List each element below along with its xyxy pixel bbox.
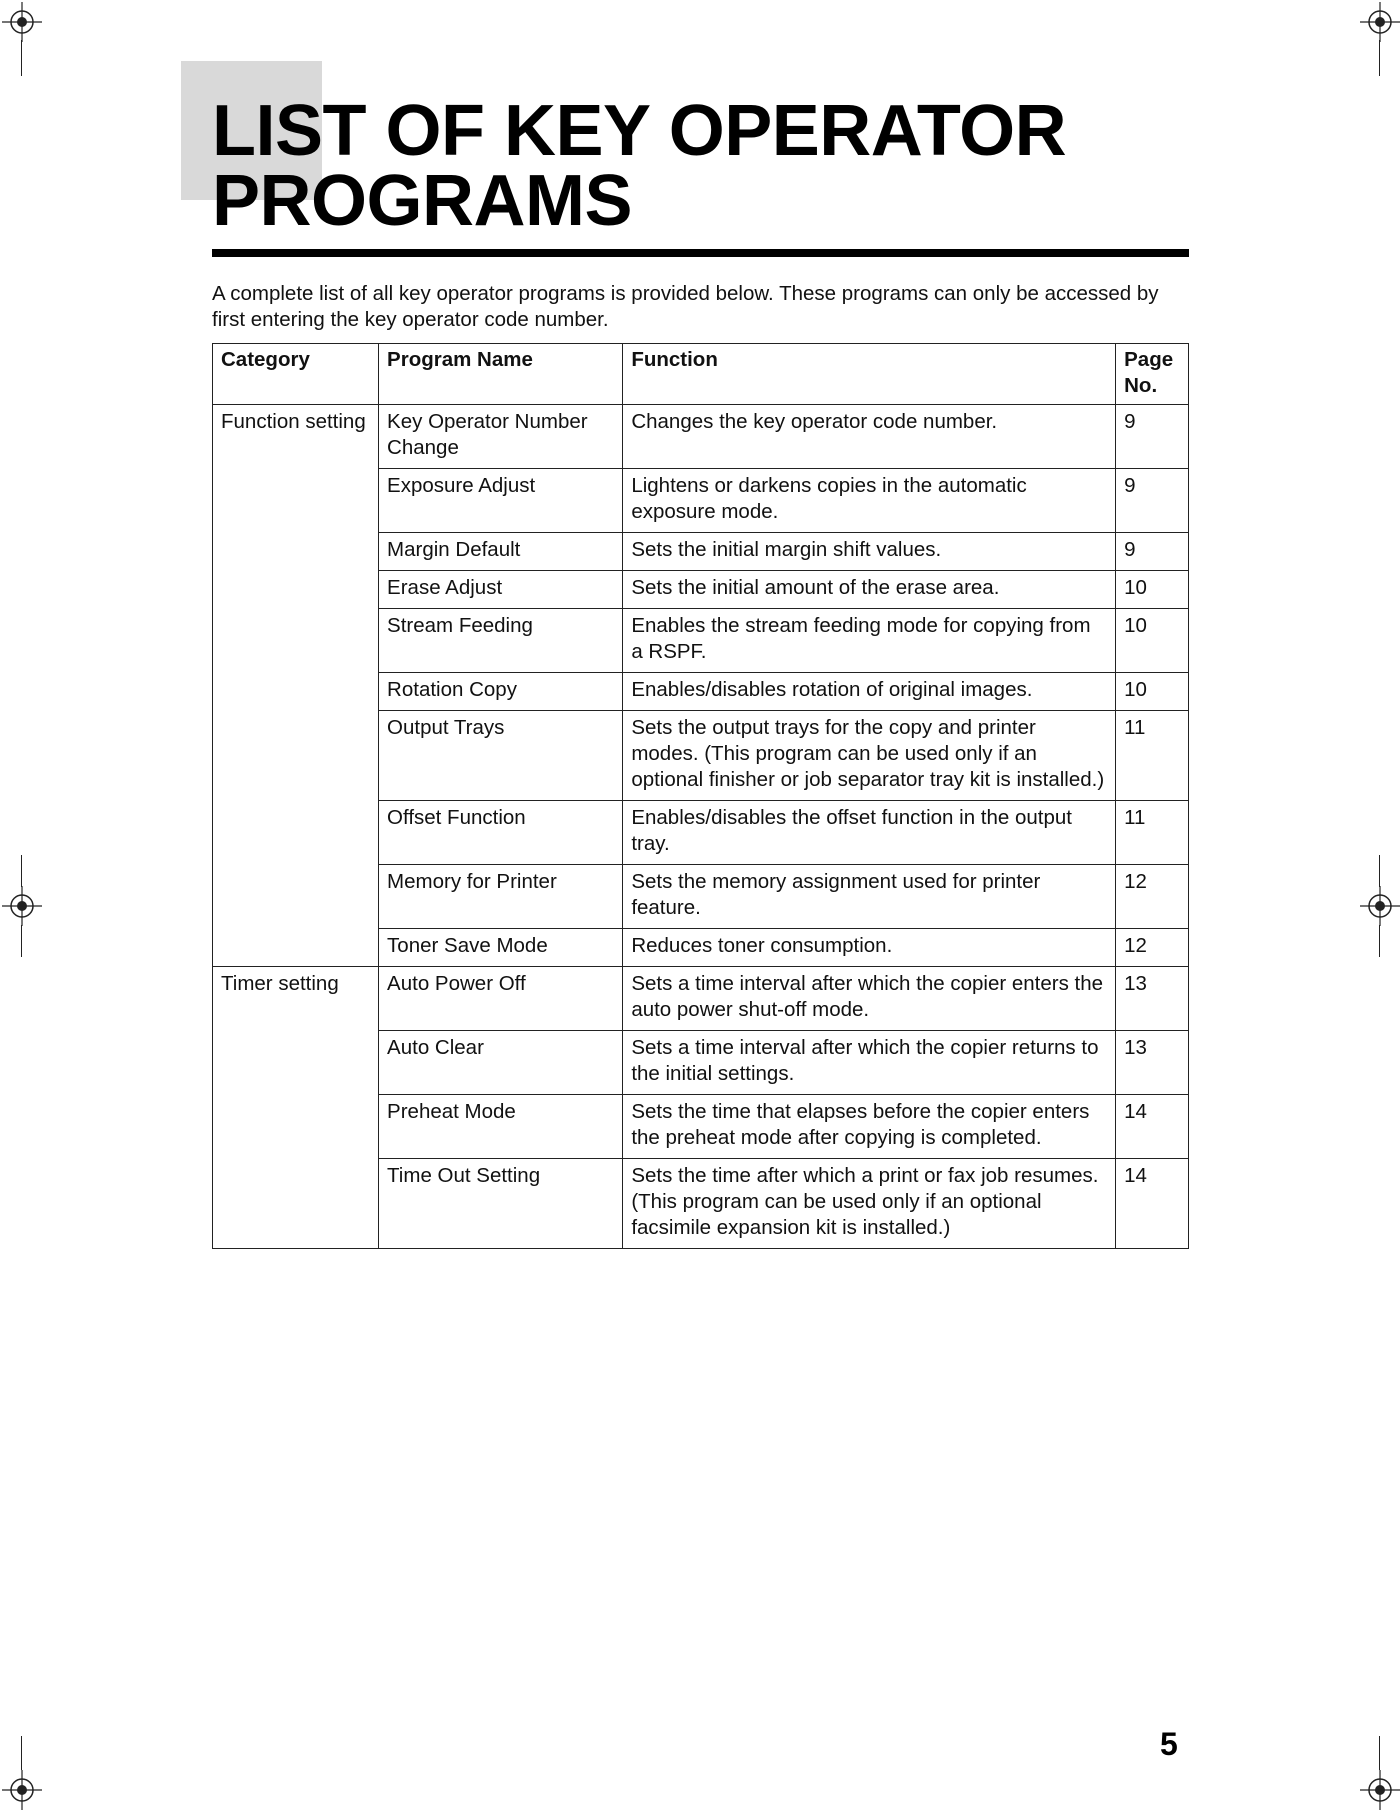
crop-line-top-right: [1379, 40, 1380, 76]
title-rule: [212, 249, 1189, 257]
function-cell: Sets the time that elapses before the copier enters the preheat mode after copying is completed.: [623, 1095, 1116, 1159]
registration-mark-mid-right: [1360, 886, 1400, 926]
program-name-cell: Auto Clear: [379, 1031, 623, 1095]
page-title-line-1: LIST OF KEY OPERATOR: [212, 91, 1067, 171]
program-name-cell: Memory for Printer: [379, 865, 623, 929]
function-cell: Sets the output trays for the copy and printer modes. (This program can be used only if an optional finisher or job separator tray kit is installed.): [623, 711, 1116, 801]
table-row: [213, 967, 1189, 1031]
program-name-cell: Output Trays: [379, 711, 623, 801]
function-cell: Enables/disables the offset function in the output tray.: [623, 801, 1116, 865]
registration-mark-top-left: [2, 2, 42, 42]
registration-mark-mid-left: [2, 886, 42, 926]
header-function: Function: [623, 344, 1116, 405]
table-header-row: [213, 344, 1189, 405]
registration-mark-top-right: [1360, 2, 1400, 42]
header-category: Category: [213, 344, 379, 405]
function-cell: Sets a time interval after which the copier enters the auto power shut-off mode.: [623, 967, 1116, 1031]
function-cell: Sets the memory assignment used for printer feature.: [623, 865, 1116, 929]
program-name-cell: Exposure Adjust: [379, 469, 623, 533]
page-no-cell: 14: [1116, 1159, 1189, 1249]
function-cell: Changes the key operator code number.: [623, 405, 1116, 469]
header-page-line-1: Page: [1124, 348, 1174, 371]
function-cell: Sets the initial amount of the erase area.: [623, 571, 1116, 609]
category-cell: Function setting: [213, 405, 379, 967]
page-no-cell: 10: [1116, 609, 1189, 673]
function-cell: Sets the initial margin shift values.: [623, 533, 1116, 571]
crop-line-bottom-right: [1379, 1736, 1380, 1770]
program-name-cell: Preheat Mode: [379, 1095, 623, 1159]
page-title-line-2: PROGRAMS: [212, 161, 633, 241]
page-no-cell: 12: [1116, 929, 1189, 967]
crop-line-bottom-left: [21, 1736, 22, 1770]
function-cell: Reduces toner consumption.: [623, 929, 1116, 967]
page-no-cell: 13: [1116, 1031, 1189, 1095]
function-cell: Enables/disables rotation of original images.: [623, 673, 1116, 711]
header-program-name: Program Name: [379, 344, 623, 405]
page-no-cell: 10: [1116, 673, 1189, 711]
program-name-cell: Offset Function: [379, 801, 623, 865]
table-row: [213, 405, 1189, 469]
program-name-cell: Auto Power Off: [379, 967, 623, 1031]
crop-line-mid-right-lower: [1379, 925, 1380, 957]
category-cell: Timer setting: [213, 967, 379, 1249]
page-no-cell: 13: [1116, 967, 1189, 1031]
function-cell: Sets a time interval after which the copier returns to the initial settings.: [623, 1031, 1116, 1095]
key-operator-programs-table: [212, 343, 1189, 1249]
header-page-line-2: No.: [1124, 374, 1158, 397]
page-no-cell: 10: [1116, 571, 1189, 609]
page-no-cell: 14: [1116, 1095, 1189, 1159]
program-name-cell: Time Out Setting: [379, 1159, 623, 1249]
crop-line-mid-left-lower: [21, 925, 22, 957]
program-name-cell: Key Operator Number Change: [379, 405, 623, 469]
registration-mark-bottom-left: [2, 1770, 42, 1810]
page-no-cell: 12: [1116, 865, 1189, 929]
page-no-cell: 9: [1116, 405, 1189, 469]
crop-line-mid-right-upper: [1379, 855, 1380, 887]
program-name-cell: Rotation Copy: [379, 673, 623, 711]
header-page-no: [1116, 344, 1189, 405]
program-name-cell: Margin Default: [379, 533, 623, 571]
program-name-cell: Erase Adjust: [379, 571, 623, 609]
intro-paragraph: A complete list of all key operator programs is provided below. These programs can only be accessed by first entering the key operator code number.: [212, 282, 1159, 331]
page-no-cell: 9: [1116, 469, 1189, 533]
crop-line-mid-left-upper: [21, 855, 22, 887]
page-no-cell: 11: [1116, 801, 1189, 865]
registration-mark-bottom-right: [1360, 1770, 1400, 1810]
program-name-cell: Toner Save Mode: [379, 929, 623, 967]
page-no-cell: 11: [1116, 711, 1189, 801]
page-no-cell: 9: [1116, 533, 1189, 571]
crop-line-top-left: [21, 40, 22, 76]
function-cell: Sets the time after which a print or fax job resumes. (This program can be used only if an optional facsimile expansion kit is installed.): [623, 1159, 1116, 1249]
page-number: 5: [1160, 1726, 1178, 1762]
program-name-cell: Stream Feeding: [379, 609, 623, 673]
page-title: [212, 91, 1212, 241]
function-cell: Enables the stream feeding mode for copying from a RSPF.: [623, 609, 1116, 673]
function-cell: Lightens or darkens copies in the automatic exposure mode.: [623, 469, 1116, 533]
